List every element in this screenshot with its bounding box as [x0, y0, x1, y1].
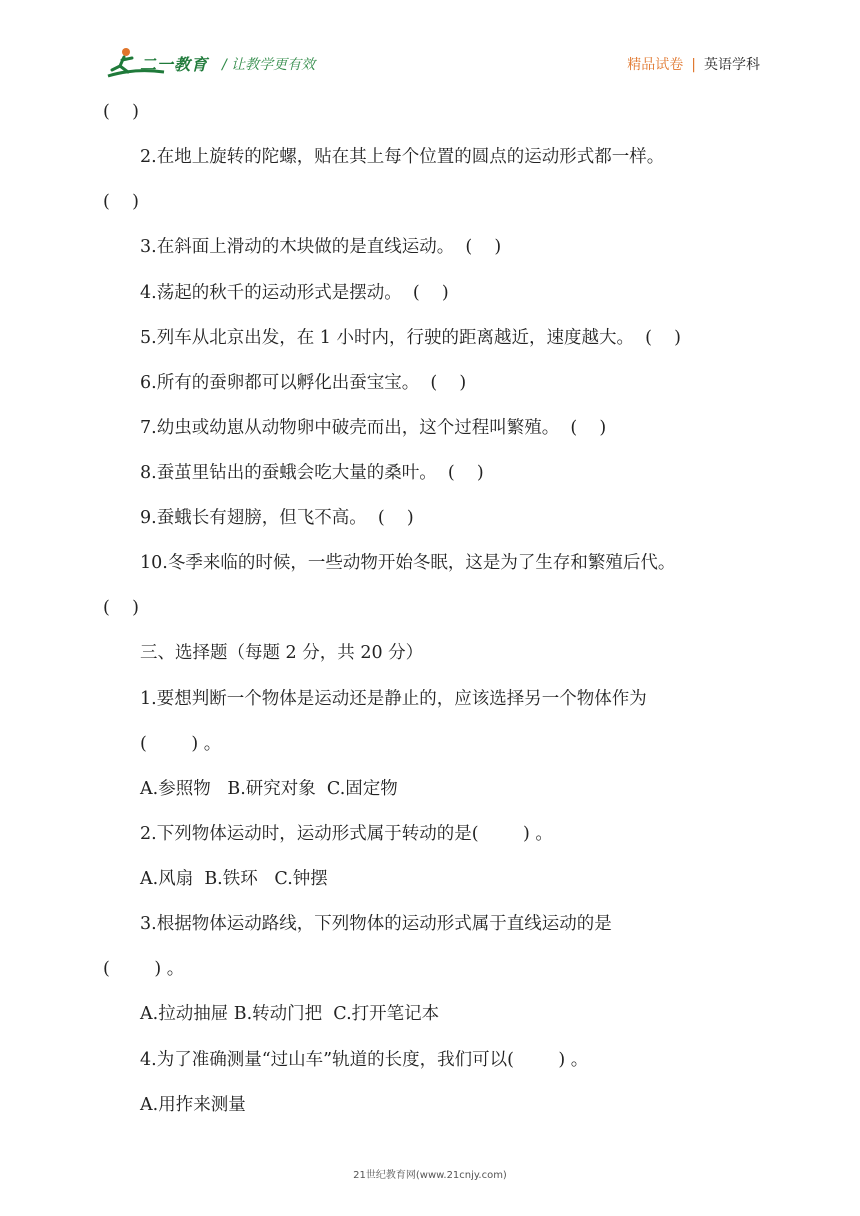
text-line: A.参照物 B.研究对象 C.固定物: [140, 779, 398, 799]
brand-name: 二一教育: [140, 55, 209, 74]
page-footer: 21世纪教育网(www.21cnjy.com): [353, 1170, 507, 1181]
text-line: 5.列车从北京出发，在 1 小时内，行驶的距离越近，速度越大。 ( ): [140, 328, 681, 348]
text-line: 3.根据物体运动路线，下列物体的运动形式属于直线运动的是: [140, 914, 612, 934]
text-line: A.拉动抽屉 B.转动门把 C.打开笔记本: [140, 1004, 440, 1024]
text-line: ( ): [103, 192, 139, 212]
header-tags: [627, 54, 760, 74]
text-line: 6.所有的蚕卵都可以孵化出蚕宝宝。 ( ): [140, 373, 467, 393]
page-header: [0, 0, 860, 100]
text-line: 7.幼虫或幼崽从动物卵中破壳而出，这个过程叫繁殖。 ( ): [140, 418, 607, 438]
brand-slogan: / 让教学更有效: [222, 57, 316, 73]
text-line: 4.荡起的秋千的运动形式是摆动。 ( ): [140, 283, 449, 303]
text-line: A.用拃来测量: [140, 1095, 246, 1115]
text-line: ( ) 。: [140, 734, 222, 754]
text-line: 2.在地上旋转的陀螺，贴在其上每个位置的圆点的运动形式都一样。: [140, 147, 665, 167]
text-line: 4.为了准确测量“过山车”轨道的长度，我们可以( ) 。: [140, 1050, 589, 1070]
text-line: ( ) 。: [103, 959, 185, 979]
text-line: 3.在斜面上滑动的木块做的是直线运动。 ( ): [140, 237, 502, 257]
text-line: 2.下列物体运动时，运动形式属于转动的是( ) 。: [140, 824, 553, 844]
tag-subject: 英语学科: [704, 57, 760, 73]
text-line: 1.要想判断一个物体是运动还是静止的，应该选择另一个物体作为: [140, 689, 647, 709]
tag-quality-exam: 精品试卷: [627, 57, 684, 73]
tag-separator: |: [691, 57, 696, 73]
text-line: ( ): [103, 102, 139, 122]
text-line: 8.蚕茧里钻出的蚕蛾会吃大量的桑叶。 ( ): [140, 463, 484, 483]
section-heading: 三、选择题（每题 2 分，共 20 分）: [140, 643, 424, 663]
text-line: 10.冬季来临的时候，一些动物开始冬眠，这是为了生存和繁殖后代。: [140, 553, 676, 573]
text-line: A.风扇 B.铁环 C.钟摆: [140, 869, 328, 889]
text-line: 9.蚕蛾长有翅膀，但飞不高。 ( ): [140, 508, 414, 528]
text-line: ( ): [103, 598, 139, 618]
